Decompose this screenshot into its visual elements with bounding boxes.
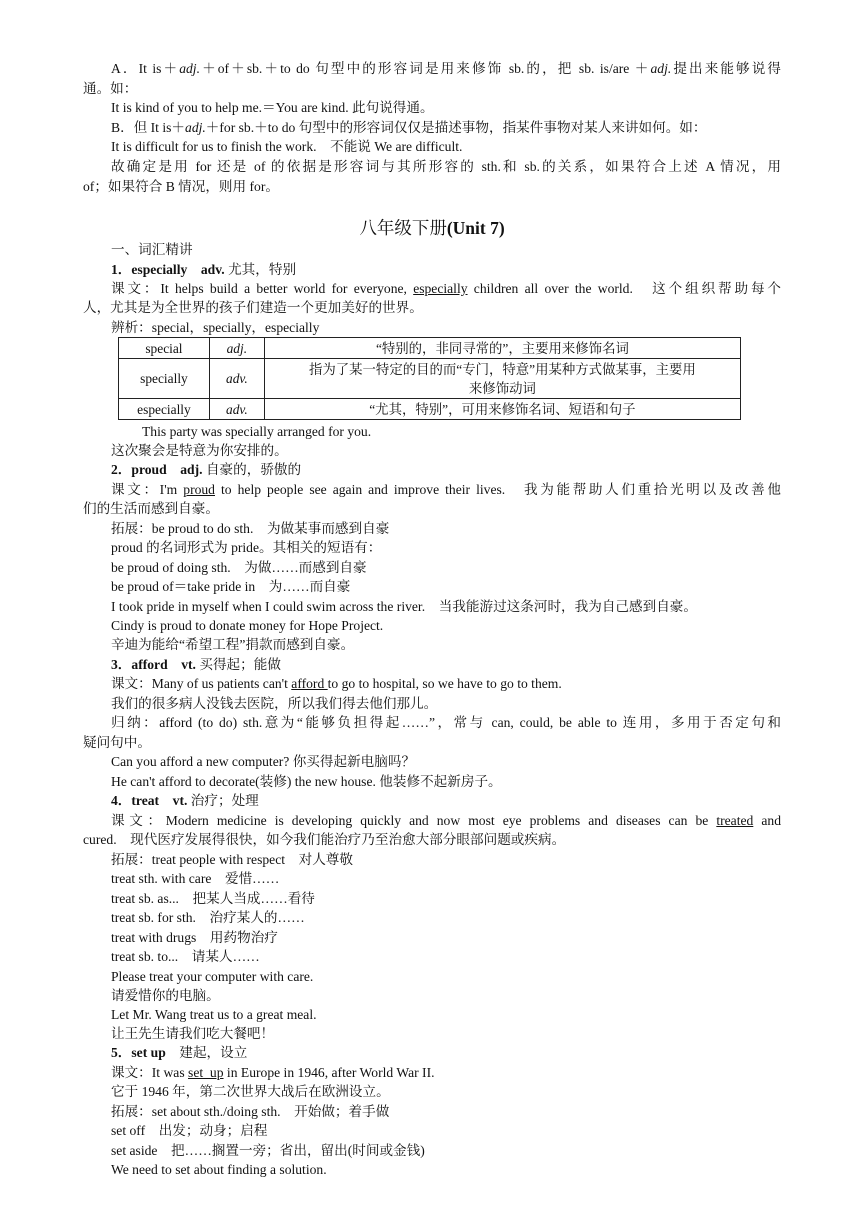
example-en: This party was specially arranged for you. <box>142 424 372 439</box>
text-cont: 们的生活而感到自豪。 <box>83 501 219 516</box>
table-row <box>119 399 741 420</box>
rule-b-line: B．但 It is＋adj.＋for sb.＋to do 句型中的形容词仅仅是描述事物，指某件事物对某人来讲如何。如： <box>111 120 707 135</box>
table-cell-pos: adv. <box>209 399 264 420</box>
text-cont: 人，尤其是为全世界的孩子们建造一个更加美好的世界。 <box>83 300 423 315</box>
example-line: We need to set about finding a solution. <box>111 1162 327 1177</box>
example-line: Cindy is proud to donate money for Hope Project. <box>111 618 384 633</box>
table-cell-meaning: “尤其，特别”，可用来修饰名词、短语和句子 <box>264 399 740 420</box>
extension-line: set off 出发；动身；启程 <box>111 1123 268 1138</box>
example-line: Please treat your computer with care. <box>111 969 314 984</box>
table-cell-pos: adj. <box>209 338 264 359</box>
text-cn: 我们的很多病人没钱去医院，所以我们得去他们那儿。 <box>111 696 438 711</box>
extension-line: 拓展：set about sth./doing sth. 开始做；着手做 <box>111 1104 390 1119</box>
unit-title: 八年级下册(Unit 7) <box>359 218 505 238</box>
text-cn: 它于 1946 年，第二次世界大战后在欧洲设立。 <box>111 1084 390 1099</box>
extension-line: set aside 把……搁置一旁；省出，留出(时间或金钱) <box>111 1143 425 1158</box>
conclusion-cont: of；如果符合 B 情况，则用 for。 <box>83 179 279 194</box>
rule-b-example: It is difficult for us to finish the work. 不能说 We are difficult. <box>111 139 463 154</box>
rule-a-example: It is kind of you to help me.＝You are kind. 此句说得通。 <box>111 100 434 115</box>
extension-line: treat sb. to... 请某人…… <box>111 949 260 964</box>
text-line: 课文：It helps build a better world for everyone, especially children all over the world. 这个组织帮助每个 <box>111 281 781 296</box>
extension-line: treat sth. with care 爱惜…… <box>111 871 280 886</box>
word-heading-afford: 3．afford vt. 买得起；能做 <box>111 657 281 672</box>
comparison-table <box>118 337 741 420</box>
extension-line: be proud of＝take pride in 为……而自豪 <box>111 579 351 594</box>
example-line: Let Mr. Wang treat us to a great meal. <box>111 1007 317 1022</box>
text-line: 课文：It was set up in Europe in 1946, after World War II. <box>111 1065 435 1080</box>
word-heading-especially: 1．especially adv. 尤其，特别 <box>111 262 297 277</box>
table-cell-word: special <box>119 338 210 359</box>
example-line: 请爱惜你的电脑。 <box>111 988 220 1003</box>
extension-line: treat with drugs 用药物治疗 <box>111 930 278 945</box>
example-line: I took pride in myself when I could swim across the river. 当我能游过这条河时，我为自己感到自豪。 <box>111 599 697 614</box>
table-row <box>119 359 741 399</box>
example-cn: 这次聚会是特意为你安排的。 <box>111 443 288 458</box>
example-line: Can you afford a new computer? 你买得起新电脑吗？ <box>111 754 416 769</box>
text-line: 课文：I'm proud to help people see again and improve their lives. 我为能帮助人们重拾光明以及改善他 <box>111 482 781 497</box>
table-cell-meaning: “特别的，非同寻常的”，主要用来修饰名词 <box>264 338 740 359</box>
word-heading-set-up: 5．set up 建起，设立 <box>111 1045 248 1060</box>
conclusion-line: 故确定是用 for 还是 of 的依据是形容词与其所形容的 sth.和 sb.的关系，如果符合上述 A 情况，用 <box>111 159 781 174</box>
word-heading-treat: 4．treat vt. 治疗；处理 <box>111 793 259 808</box>
summary-cont: 疑问句中。 <box>83 735 151 750</box>
text-line: 课文：Many of us patients can't afford to go to hospital, so we have to go to them. <box>111 676 562 691</box>
extension-line: 拓展：be proud to do sth. 为做某事而感到自豪 <box>111 521 390 536</box>
table-cell-word: specially <box>119 359 210 399</box>
summary-line: 归纳：afford (to do) sth.意为“能够负担得起……”，常与 can, could, be able to 连用，多用于否定句和 <box>111 715 781 730</box>
table-row <box>119 338 741 359</box>
table-cell-word: especially <box>119 399 210 420</box>
table-cell-pos: adv. <box>209 359 264 399</box>
text-cont: cured. 现代医疗发展得很快，如今我们能治疗乃至治愈大部分眼部问题或疾病。 <box>83 832 566 847</box>
extension-line: be proud of doing sth. 为做……而感到自豪 <box>111 560 367 575</box>
word-heading-proud: 2．proud adj. 自豪的，骄傲的 <box>111 462 302 477</box>
section-heading: 一、词汇精讲 <box>111 242 193 257</box>
text-line: 课文：Modern medicine is developing quickly and now most eye problems and diseases can be treated and <box>111 813 781 828</box>
table-cell-meaning: 指为了某一特定的目的而“专门，特意”用某种方式做某事，主要用 来修饰动词 <box>264 359 740 399</box>
example-line: He can't afford to decorate(装修) the new house. 他装修不起新房子。 <box>111 774 502 789</box>
extension-line: treat sb. as... 把某人当成……看待 <box>111 891 315 906</box>
extension-line: 拓展：treat people with respect 对人尊敬 <box>111 852 353 867</box>
extension-line: treat sb. for sth. 治疗某人的…… <box>111 910 305 925</box>
example-line: 让王先生请我们吃大餐吧！ <box>111 1026 275 1041</box>
analysis-line: 辨析：special，specially，especially <box>111 320 320 335</box>
rule-a-line: A．It is＋adj.＋of＋sb.＋to do 句型中的形容词是用来修饰 sb.的，把 sb. is/are ＋adj.提出来能够说得 <box>111 61 782 76</box>
extension-line: proud 的名词形式为 pride。其相关的短语有： <box>111 540 382 555</box>
rule-a-cont: 通。如： <box>83 81 138 96</box>
example-line: 辛迪为能给“希望工程”捐款而感到自豪。 <box>111 637 355 652</box>
